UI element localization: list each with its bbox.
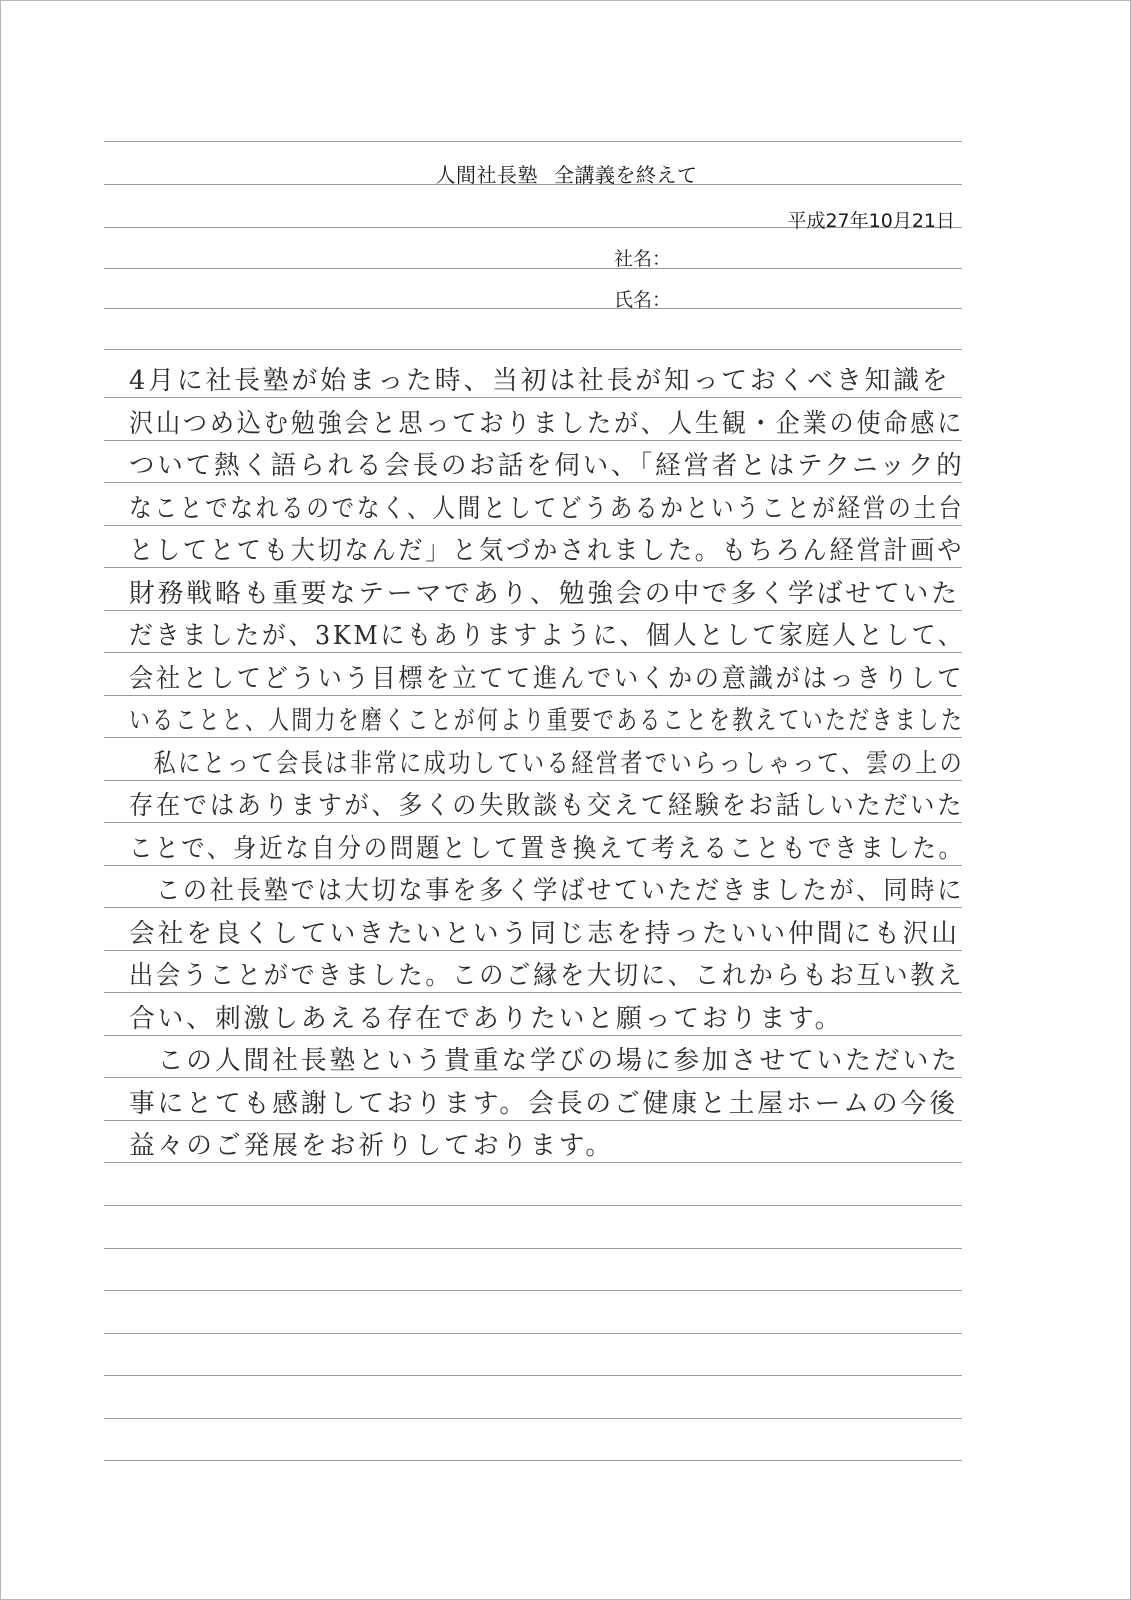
ruled-line (104, 1205, 962, 1206)
body-line: ことで、身近な自分の問題として置き換えて考えることもできました。 (129, 834, 965, 864)
ruled-line (104, 610, 962, 611)
ruled-line (104, 1333, 962, 1334)
page-title (1, 159, 1131, 188)
body-line: 私にとって会長は非常に成功している経営者でいらっしゃって、雲の上の (129, 749, 965, 779)
ruled-line (104, 440, 962, 441)
ruled-line (104, 695, 962, 696)
body-line: いることと、人間力を磨くことが何より重要であることを教えていただきました (129, 706, 965, 736)
body-line: この人間社長塾という貴重な学びの場に参加させていただいた (129, 1046, 960, 1076)
ruled-line (104, 780, 962, 781)
ruled-line (104, 907, 962, 908)
body-line: なことでなれるのでなく、人間としてどうあるかということが経営の土台 (129, 494, 965, 524)
ruled-line (104, 141, 962, 142)
ruled-line (104, 1077, 962, 1078)
document-date: 平成27年10月21日 (787, 210, 955, 232)
body-line: 財務戦略も重要なテーマであり、勉強会の中で多く学ばせていた (129, 579, 960, 609)
name-label: 氏名： (614, 289, 672, 311)
ruled-line (104, 308, 962, 309)
ruled-line (104, 1248, 962, 1249)
title-main: 人間社長塾 (435, 163, 538, 187)
body-line: 会社を良くしていきたいという同じ志を持ったいい仲間にも沢山 (129, 919, 960, 949)
ruled-line (104, 1162, 962, 1163)
company-label: 社名： (614, 248, 672, 270)
ruled-line (104, 525, 962, 526)
ruled-line (104, 737, 962, 738)
body-line: 会社としてどういう目標を立てて進んでいくかの意識がはっきりして (129, 664, 965, 694)
ruled-line (104, 1120, 962, 1121)
body-line: この社長塾では大切な事を多く学ばせていただきましたが、同時に (129, 876, 965, 906)
body-line: 存在ではありますが、多くの失敗談も交えて経験をお話しいただいた (129, 791, 965, 821)
ruled-line (104, 992, 962, 993)
ruled-line (104, 652, 962, 653)
ruled-line (104, 1290, 962, 1291)
body-line: 出会うことができました。このご縁を大切に、これからもお互い教え (129, 961, 965, 991)
name-field (614, 285, 677, 312)
body-line: 合い、刺激しあえる存在でありたいと願っております。 (129, 1004, 844, 1034)
body-line: としてとても大切なんだ」と気づかされました。もちろん経営計画や (129, 536, 965, 566)
body-line: ついて熱く語られる会長のお話を伺い、「経営者とはテクニック的 (129, 451, 965, 481)
ruled-line (104, 349, 962, 350)
ruled-line (104, 567, 962, 568)
ruled-line (104, 397, 962, 398)
body-line: 益々のご発展をお祈りしております。 (129, 1131, 615, 1161)
ruled-line (104, 1375, 962, 1376)
body-line: だきましたが、3KMにもありますように、個人として家庭人として、 (129, 621, 965, 651)
company-field (614, 244, 677, 271)
title-sub: 全講義を終えて (554, 163, 698, 187)
ruled-line (104, 865, 962, 866)
ruled-line (104, 268, 962, 269)
ruled-line (104, 950, 962, 951)
ruled-line (104, 822, 962, 823)
body-line: 沢山つめ込む勉強会と思っておりましたが、人生観・企業の使命感に (129, 409, 965, 439)
ruled-line (104, 482, 962, 483)
ruled-line (104, 1460, 962, 1461)
body-line: 事にとても感謝しております。会長のご健康と土屋ホームの今後 (129, 1089, 958, 1119)
ruled-line (104, 1418, 962, 1419)
body-line: 4月に社長塾が始まった時、当初は社長が知っておくべき知識を (129, 366, 951, 396)
ruled-line (104, 1035, 962, 1036)
